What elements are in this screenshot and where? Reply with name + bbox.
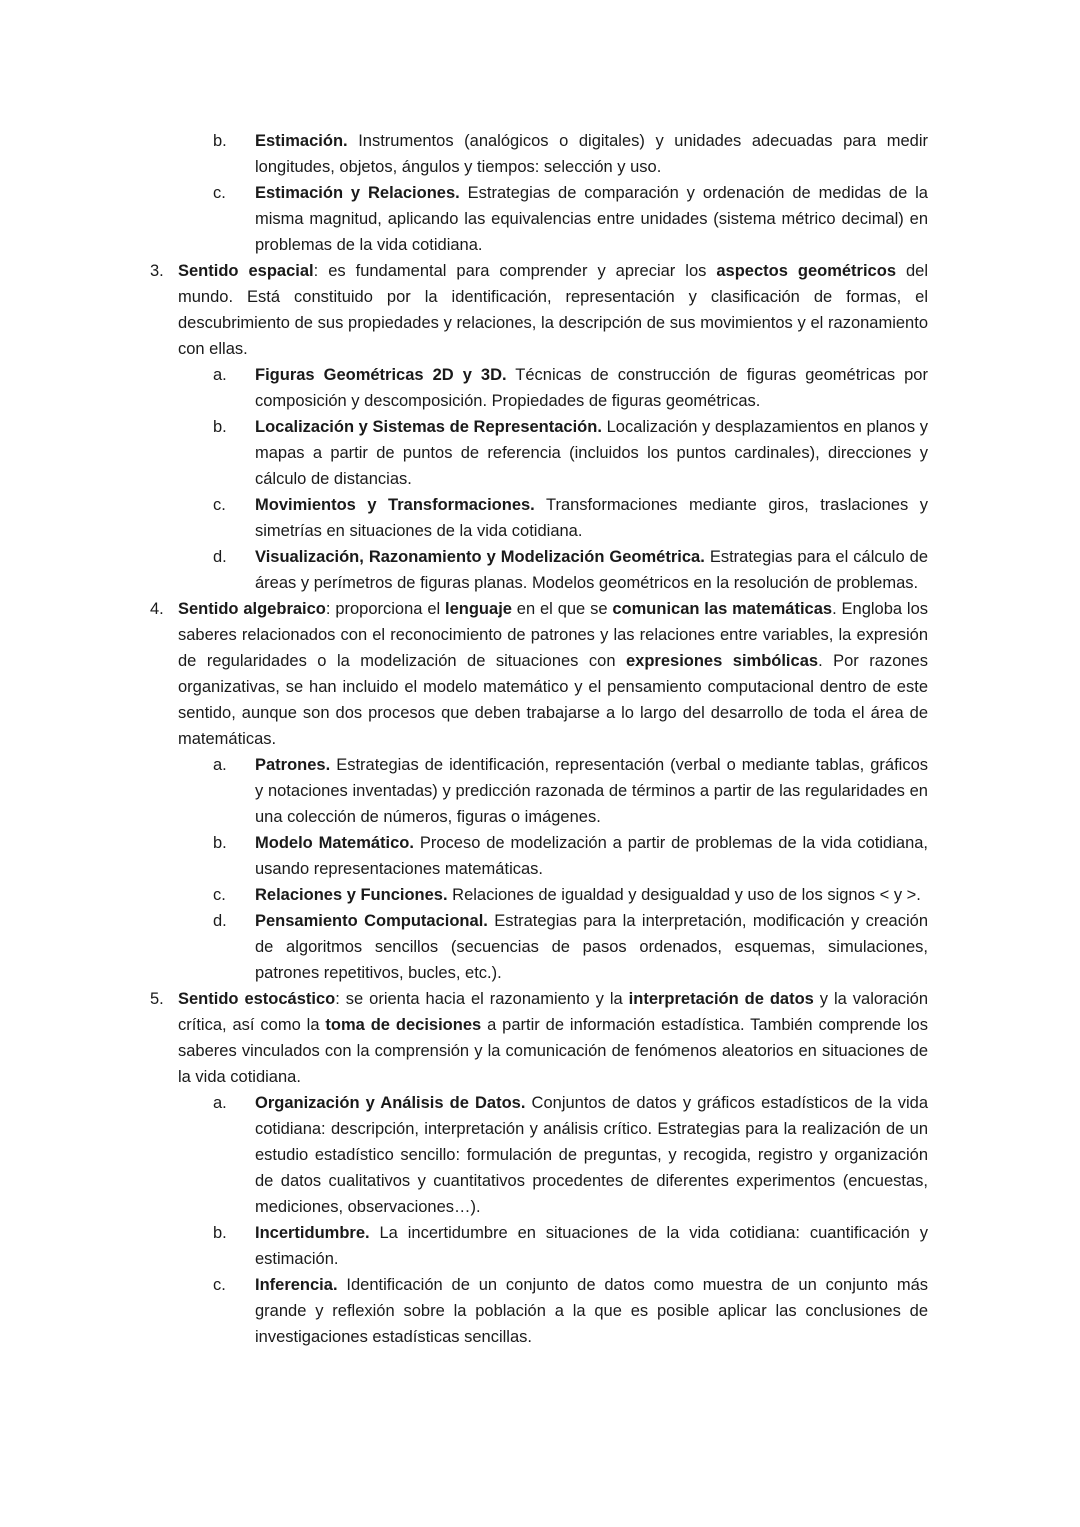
list-marker: c.	[213, 496, 226, 514]
list-marker: b.	[213, 1224, 227, 1242]
numbered-item-sentido-algebraico	[150, 596, 928, 752]
item-text: Figuras Geométricas 2D y 3D. Técnicas de construcción de figuras geométricas por composición y descomposición. Propiedades de figuras geométricas.	[255, 366, 928, 410]
item-text: Relaciones y Funciones. Relaciones de igualdad y desigualdad y uso de los signos < y >.	[255, 886, 921, 904]
list-marker: 4.	[150, 600, 164, 618]
item-text: Sentido algebraico: proporciona el lenguaje en el que se comunican las matemáticas. Engloba los saberes relacionados con el reconocimiento de patrones y las relaciones entre variables, la expresión de regularidades o la modelización de situaciones con expresiones simbólicas. Por razones organizativas, se han incluido el modelo matemático y el pensamiento computacional dentro de este sentido, aunque son dos procesos que deben trabajarse a lo largo del desarrollo de toda el área de matemáticas.	[178, 600, 929, 748]
lettered-item-modelo-matematico	[150, 830, 928, 882]
item-text: Inferencia. Identificación de un conjunto de datos como muestra de un conjunto más grande y reflexión sobre la población a la que es posible aplicar las conclusiones de investigaciones estadísticas sencillas.	[255, 1276, 928, 1346]
list-marker: b.	[213, 132, 227, 150]
item-text: Incertidumbre. La incertidumbre en situaciones de la vida cotidiana: cuantificación y estimación.	[255, 1224, 928, 1268]
list-marker: c.	[213, 886, 226, 904]
lettered-item-estimacion	[150, 128, 928, 180]
lettered-item-organizacion-analisis-datos	[150, 1090, 928, 1220]
list-marker: a.	[213, 1094, 227, 1112]
lettered-item-incertidumbre	[150, 1220, 928, 1272]
lettered-item-estimacion-y-relaciones	[150, 180, 928, 258]
item-text: Patrones. Estrategias de identificación, representación (verbal o mediante tablas, gráficos y notaciones inventadas) y predicción razonada de términos a partir de las regularidades en una colección de números, figuras o imágenes.	[255, 756, 928, 826]
numbered-item-sentido-estocastico	[150, 986, 928, 1090]
list-marker: b.	[213, 834, 227, 852]
item-text: Pensamiento Computacional. Estrategias para la interpretación, modificación y creación de algoritmos sencillos (secuencias de pasos ordenados, esquemas, simulaciones, patrones repetitivos, bucles, etc.).	[255, 912, 928, 982]
item-text: Organización y Análisis de Datos. Conjuntos de datos y gráficos estadísticos de la vida cotidiana: descripción, interpretación y análisis crítico. Estrategias para la realización de un estudio estadístico sencillo: formulación de preguntas, y recogida, registro y organización de datos cualitativos y cuantitativos procedentes de diferentes experimentos (encuestas, mediciones, observaciones…).	[255, 1094, 928, 1216]
lettered-item-localizacion-representacion	[150, 414, 928, 492]
list-marker: d.	[213, 548, 227, 566]
lettered-item-figuras-geometricas	[150, 362, 928, 414]
list-marker: c.	[213, 184, 226, 202]
list-marker: a.	[213, 366, 227, 384]
lettered-item-visualizacion-modelizacion	[150, 544, 928, 596]
numbered-item-sentido-espacial	[150, 258, 928, 362]
item-text: Estimación. Instrumentos (analógicos o digitales) y unidades adecuadas para medir longitudes, objetos, ángulos y tiempos: selección y uso.	[255, 132, 928, 176]
item-text: Movimientos y Transformaciones. Transformaciones mediante giros, traslaciones y simetrías en situaciones de la vida cotidiana.	[255, 496, 929, 540]
item-text: Estimación y Relaciones. Estrategias de comparación y ordenación de medidas de la misma magnitud, aplicando las equivalencias entre unidades (sistema métrico decimal) en problemas de la vida cotidiana.	[255, 184, 928, 254]
lettered-item-pensamiento-computacional	[150, 908, 928, 986]
item-text: Visualización, Razonamiento y Modelización Geométrica. Estrategias para el cálculo de áreas y perímetros de figuras planas. Modelos geométricos en la resolución de problemas.	[255, 548, 929, 592]
list-marker: d.	[213, 912, 227, 930]
item-text: Localización y Sistemas de Representación. Localización y desplazamientos en planos y mapas a partir de puntos de referencia (incluidos los puntos cardinales), direcciones y cálculo de distancias.	[255, 418, 928, 488]
list-marker: 3.	[150, 262, 164, 280]
lettered-item-relaciones-funciones	[150, 882, 928, 908]
item-text: Sentido espacial: es fundamental para comprender y apreciar los aspectos geométricos del mundo. Está constituido por la identificación, representación y clasificación de formas, el descubrimiento de sus propiedades y relaciones, la descripción de sus movimientos y el razonamiento con ellas.	[178, 262, 929, 358]
lettered-item-patrones	[150, 752, 928, 830]
list-marker: b.	[213, 418, 227, 436]
lettered-item-inferencia	[150, 1272, 928, 1350]
item-text: Sentido estocástico: se orienta hacia el razonamiento y la interpretación de datos y la valoración crítica, así como la toma de decisiones a partir de información estadística. También comprende los saberes vinculados con la comprensión y la comunicación de fenómenos aleatorios en situaciones de la vida cotidiana.	[178, 990, 929, 1086]
lettered-item-movimientos-transformaciones	[150, 492, 928, 544]
list-marker: c.	[213, 1276, 226, 1294]
list-marker: 5.	[150, 990, 164, 1008]
item-text: Modelo Matemático. Proceso de modelización a partir de problemas de la vida cotidiana, usando representaciones matemáticas.	[255, 834, 929, 878]
document-list	[150, 128, 928, 1350]
list-marker: a.	[213, 756, 227, 774]
